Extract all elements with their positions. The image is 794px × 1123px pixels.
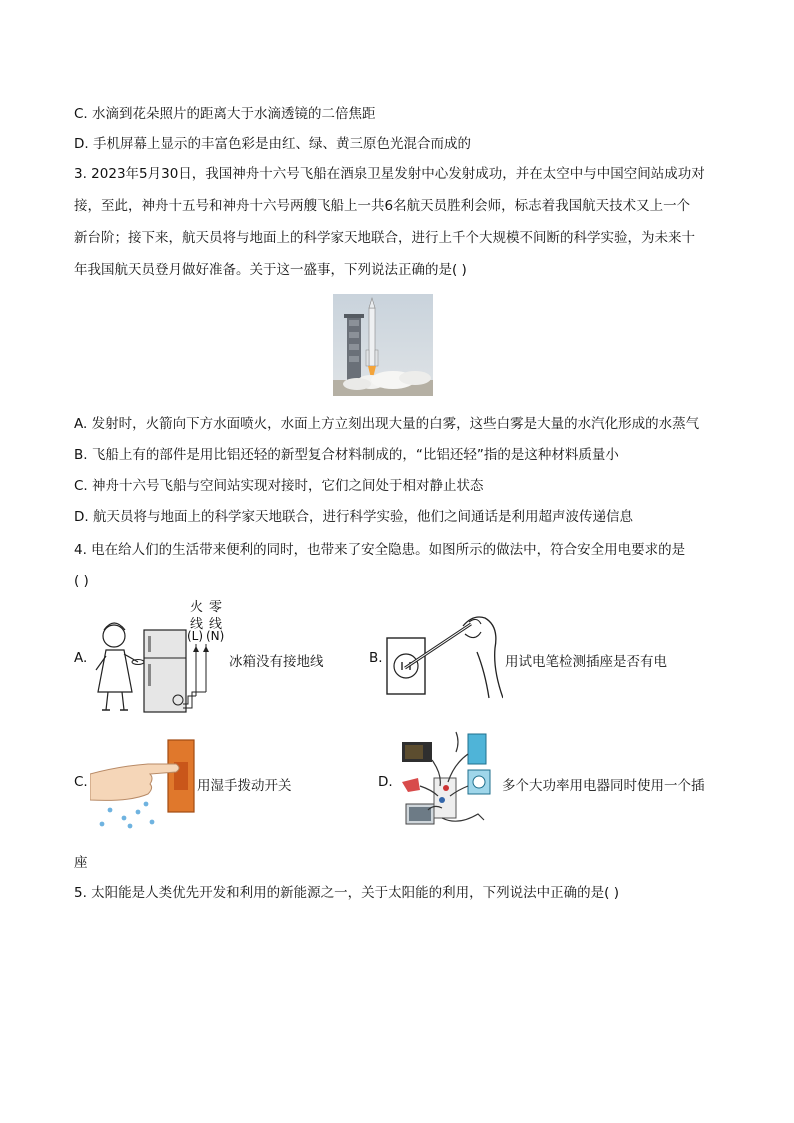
live-wire-label-1: 火 <box>190 600 204 615</box>
test-pen-socket-illustration <box>385 612 503 700</box>
live-wire-label-3: (L) <box>187 629 204 643</box>
q3-option-c: C. 神舟十六号飞船与空间站实现对接时，它们之间处于相对静止状态 <box>74 478 484 494</box>
q4-option-a-text: 冰箱没有接地线 <box>229 654 324 670</box>
q4-stem-line-2: ( ) <box>74 573 89 589</box>
neutral-wire-label-3: (N) <box>206 629 225 643</box>
q3-stem-line-3: 新台阶；接下来，航天员将与地面上的科学家天地联合，进行上千个大规模不间断的科学实验，为未来十 <box>74 230 695 246</box>
q5-stem: 5. 太阳能是人类优先开发和利用的新能源之一，关于太阳能的利用，下列说法中正确的是( ) <box>74 885 619 901</box>
q2-option-d: D. 手机屏幕上显示的丰富色彩是由红、绿、黄三原色光混合而成的 <box>74 136 471 152</box>
rocket-launch-photo <box>333 294 433 396</box>
q4-option-d-letter: D. <box>378 774 393 790</box>
q4-option-b-letter: B. <box>369 650 383 666</box>
neutral-wire-label-2: 线 <box>209 617 223 632</box>
q3-stem-line-2: 接，至此，神舟十五号和神舟十六号两艘飞船上一共6名航天员胜利会师，标志着我国航天技术又上一个 <box>74 198 691 214</box>
q3-stem-line-4: 年我国航天员登月做好准备。关于这一盛事，下列说法正确的是( ) <box>74 262 467 278</box>
neutral-wire-label-1: 零 <box>209 600 223 615</box>
q3-option-b: B. 飞船上有的部件是用比铝还轻的新型复合材料制成的，“比铝还轻”指的是这种材料质量小 <box>74 447 619 463</box>
q4-option-d-text: 多个大功率用电器同时使用一个插 <box>502 778 705 794</box>
q3-option-d: D. 航天员将与地面上的科学家天地联合，进行科学实验，他们之间通话是利用超声波传递信息 <box>74 509 633 525</box>
q2-option-c: C. 水滴到花朵照片的距离大于水滴透镜的二倍焦距 <box>74 106 376 122</box>
overloaded-socket-illustration <box>398 730 498 830</box>
wet-hand-switch-illustration <box>90 738 198 830</box>
q4-option-d-wrap: 座 <box>74 855 88 871</box>
live-wire-label-2: 线 <box>190 617 204 632</box>
q4-stem-line-1: 4. 电在给人们的生活带来便利的同时，也带来了安全隐患。如图所示的做法中，符合安全用电要求的是 <box>74 542 686 558</box>
q3-option-a: A. 发射时，火箭向下方水面喷火，水面上方立刻出现大量的白雾，这些白雾是大量的水汽化形成的水蒸气 <box>74 416 700 432</box>
q3-stem-line-1: 3. 2023年5月30日，我国神舟十六号飞船在酒泉卫星发射中心发射成功，并在太空中与中国空间站成功对 <box>74 166 705 182</box>
q4-option-a-letter: A. <box>74 650 88 666</box>
q4-option-b-text: 用试电笔检测插座是否有电 <box>505 654 667 670</box>
q4-option-c-letter: C. <box>74 774 88 790</box>
q4-option-c-text: 用湿手拨动开关 <box>197 778 292 794</box>
